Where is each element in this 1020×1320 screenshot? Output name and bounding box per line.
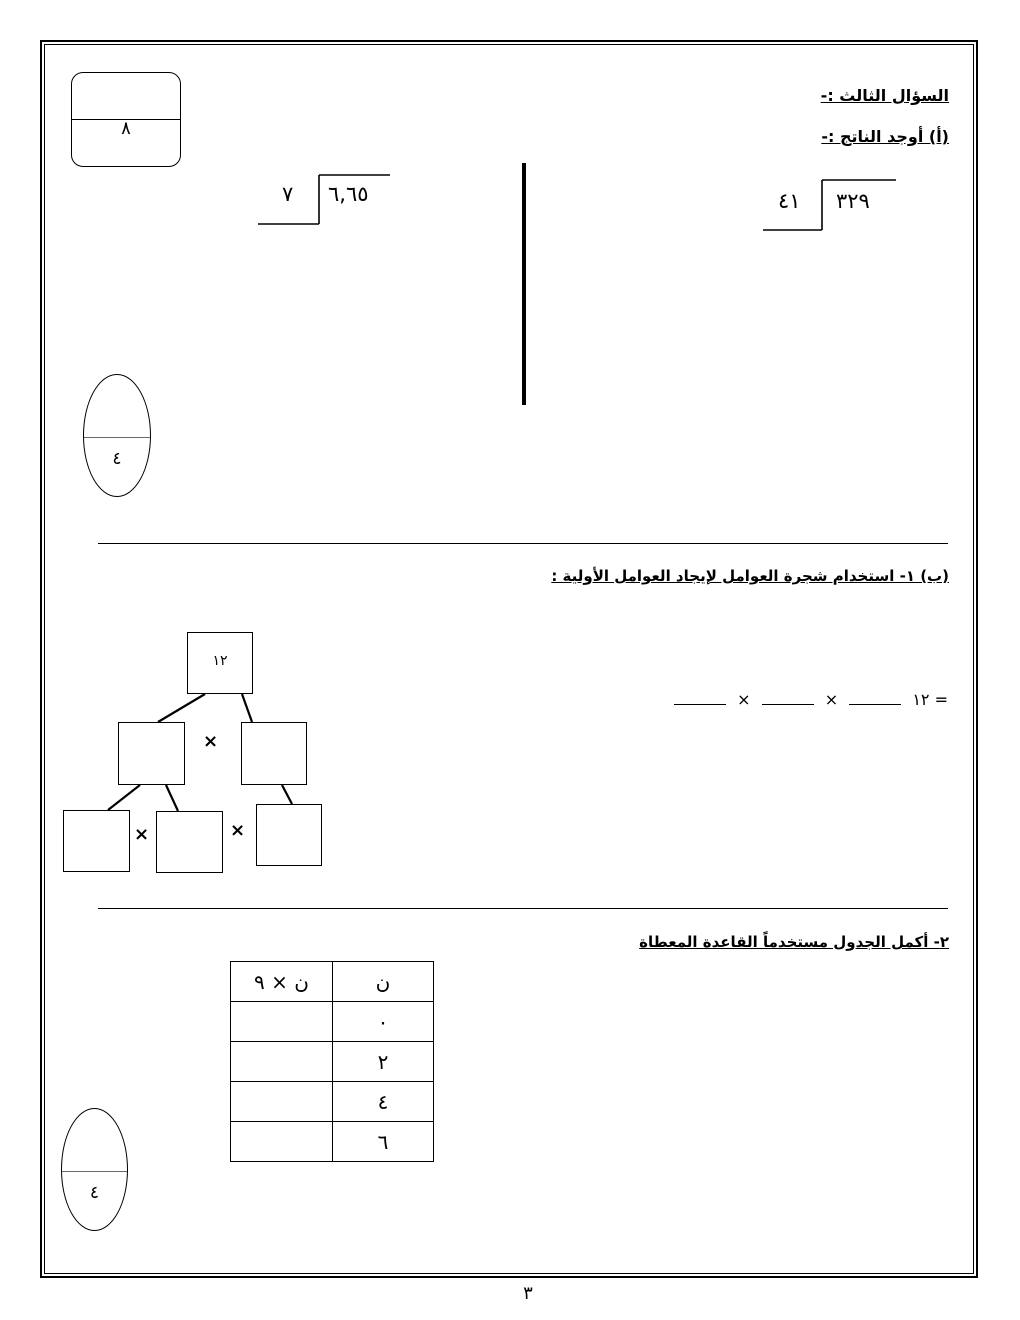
dividend-1: ٣٢٩ <box>836 189 870 213</box>
table-header-rule: ن × ٩ <box>231 962 333 1002</box>
table-row <box>231 1002 434 1042</box>
table-row <box>231 1082 434 1122</box>
question-title: السؤال الثالث :- <box>820 86 949 105</box>
score-oval-2-divider <box>62 1171 127 1172</box>
table-cell-n: ٤ <box>333 1082 434 1122</box>
table-cell-n: ٦ <box>333 1122 434 1162</box>
tree-factor-box[interactable] <box>156 811 223 873</box>
tree-factor-box[interactable] <box>256 804 322 866</box>
score-oval-1-total: ٤ <box>112 449 122 469</box>
rule-table <box>230 961 434 1162</box>
table-header-n: ن <box>333 962 434 1002</box>
divisor-1: ٤١ <box>778 189 801 213</box>
page-number: ٣ <box>523 1283 533 1304</box>
table-row <box>231 1042 434 1082</box>
part-2-heading: ٢- أكمل الجدول مستخدماً القاعدة المعطاة <box>639 933 949 951</box>
table-cell-n: ٢ <box>333 1042 434 1082</box>
tree-factor-box[interactable] <box>241 722 307 785</box>
score-oval-2 <box>61 1108 128 1231</box>
tree-times-sign: × <box>203 731 219 752</box>
tree-factor-box[interactable] <box>63 810 130 872</box>
tree-root-box <box>187 632 253 694</box>
divisor-2: ٧ <box>282 182 294 206</box>
times-sign: × <box>737 690 751 709</box>
tree-factor-box[interactable] <box>118 722 185 785</box>
part-b-heading: (ب) ١- استخدام شجرة العوامل لإيجاد العوامل الأولية : <box>551 567 949 585</box>
table-answer-cell[interactable] <box>231 1042 333 1082</box>
table-row <box>231 1122 434 1162</box>
section-separator-2 <box>98 908 948 909</box>
times-sign: × <box>824 690 839 709</box>
tree-times-sign: × <box>134 824 150 845</box>
tree-times-sign: × <box>230 820 246 841</box>
table-answer-cell[interactable] <box>231 1082 333 1122</box>
table-header-row <box>231 962 434 1002</box>
table-answer-cell[interactable] <box>231 1122 333 1162</box>
tree-root-value: ١٢ <box>212 653 228 669</box>
equation-left-side: ١٢ = <box>912 690 948 709</box>
table-answer-cell[interactable] <box>231 1002 333 1042</box>
part-a-heading: (أ) أوجد الناتج :- <box>821 127 949 146</box>
table-cell-n: ٠ <box>333 1002 434 1042</box>
dividend-2: ٦,٦٥ <box>328 182 369 206</box>
score-box-total: ٨ <box>121 118 131 139</box>
score-oval-2-total: ٤ <box>89 1183 100 1203</box>
